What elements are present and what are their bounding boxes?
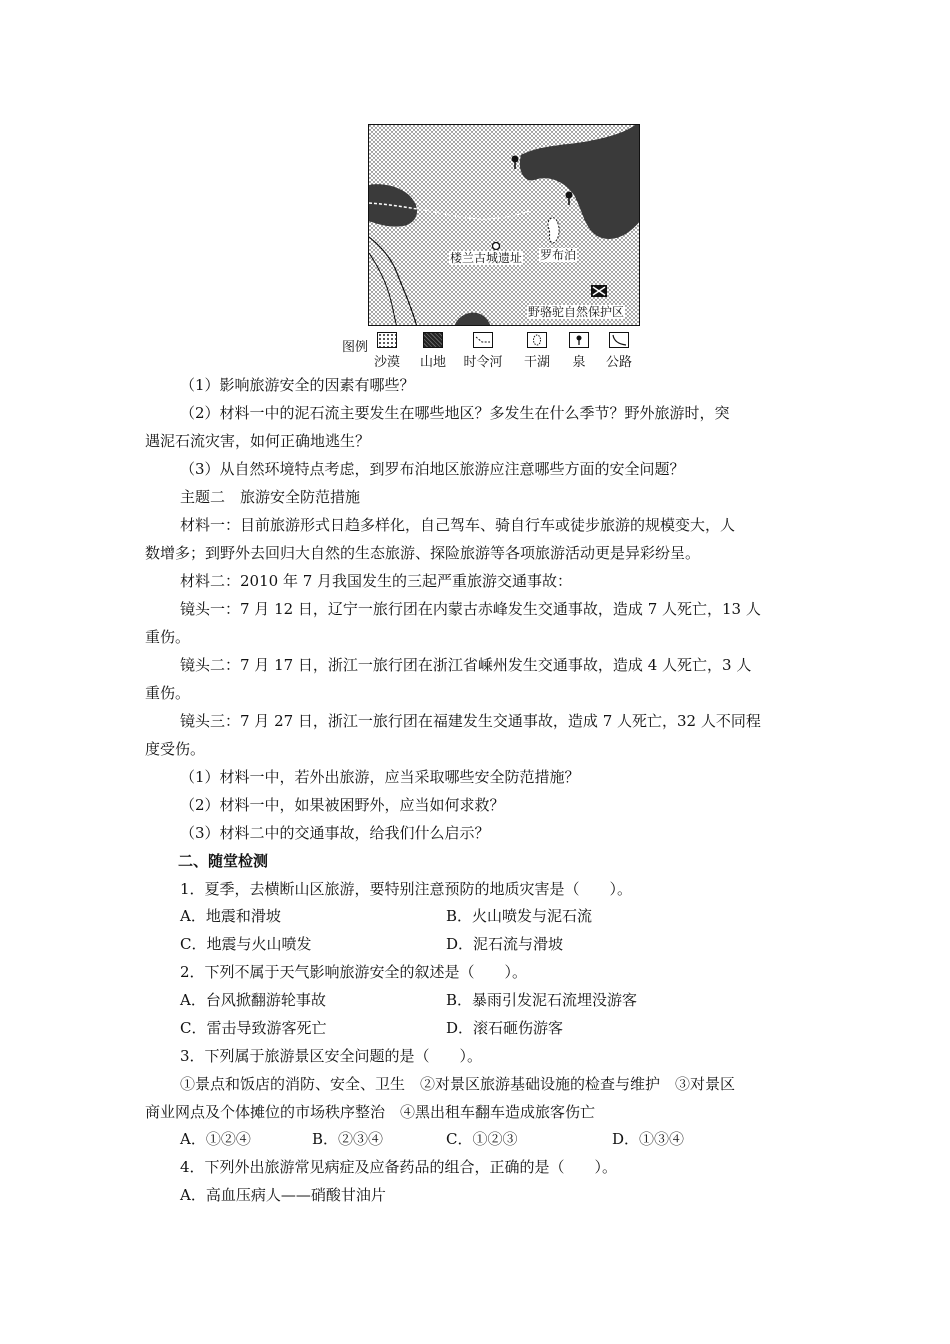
seasonal-river-icon [473, 332, 493, 348]
q3-option-c: C．①②③ [446, 1130, 518, 1148]
shot-2-line-2: 重伤。 [145, 684, 191, 702]
reserve-marker [591, 285, 607, 297]
q3-items-line-1: ①景点和饭店的消防、安全、卫生 ②对景区旅游基础设施的检查与维护 ③对景区 [180, 1075, 736, 1093]
legend-label-desert: 沙漠 [373, 355, 400, 370]
map-legend [340, 332, 640, 372]
legend-item-desert [364, 332, 410, 370]
legend-item-drylake [514, 332, 560, 370]
material-1-line-1: 材料一：目前旅游形式日趋多样化，自己驾车、骑自行车或徒步旅游的规模变大，人 [180, 516, 736, 534]
dry-lake-icon [527, 332, 547, 348]
question-1-2-cont: 遇泥石流灾害，如何正确地逃生？ [145, 432, 371, 450]
legend-label-mountain: 山地 [419, 355, 446, 370]
reserve-label: 野骆驼自然保护区 [528, 305, 625, 319]
q1-option-d: D．泥石流与滑坡 [446, 935, 564, 953]
theme-2-question-1: （1）材料一中，若外出旅游，应当采取哪些安全防范措施？ [180, 768, 580, 786]
q1-option-a: A．地震和滑坡 [180, 907, 281, 925]
legend-item-road [596, 332, 642, 370]
shot-3-line-2: 度受伤。 [145, 740, 206, 758]
lopnur-label: 罗布泊 [540, 248, 577, 262]
legend-item-mountain [410, 332, 456, 370]
lopnur-map [368, 124, 640, 326]
loulan-ruin-marker [493, 243, 500, 250]
theme-2-question-3: （3）材料二中的交通事故，给我们什么启示？ [180, 824, 490, 842]
legend-label-spring: 泉 [572, 355, 586, 370]
legend-label-road: 公路 [605, 355, 632, 370]
q3-stem: 3．下列属于旅游景区安全问题的是（ ）。 [180, 1047, 483, 1065]
dotted-desert-icon [377, 332, 397, 348]
material-1-line-2: 数增多；到野外去回归大自然的生态旅游、探险旅游等各项旅游活动更是异彩纷呈。 [145, 544, 701, 562]
q2-option-a: A．台风掀翻游轮事故 [180, 991, 326, 1009]
road-icon [609, 332, 629, 348]
question-1-2: （2）材料一中的泥石流主要发生在哪些地区？多发生在什么季节？野外旅游时，突 [180, 404, 730, 422]
shot-3-line-1: 镜头三：7 月 27 日，浙江一旅行团在福建发生交通事故，造成 7 人死亡，32 人不同程 [180, 712, 761, 730]
q2-option-c: C．雷击导致游客死亡 [180, 1019, 327, 1037]
q2-option-b: B．暴雨引发泥石流埋没游客 [446, 991, 638, 1009]
q1-option-c: C．地震与火山喷发 [180, 935, 312, 953]
loulan-label: 楼兰古城遗址 [450, 251, 523, 265]
material-2-title: 材料二：2010 年 7 月我国发生的三起严重旅游交通事故： [180, 572, 573, 590]
spring-icon [569, 332, 589, 348]
section-2-title: 二、随堂检测 [178, 852, 269, 870]
q2-option-d: D．滚石砸伤游客 [446, 1019, 564, 1037]
q1-option-b: B．火山喷发与泥石流 [446, 907, 593, 925]
legend-label-drylake: 干湖 [523, 355, 550, 370]
legend-title: 图例 [342, 340, 369, 355]
question-1-3: （3）从自然环境特点考虑，到罗布泊地区旅游应注意哪些方面的安全问题？ [180, 460, 685, 478]
hatched-mountain-icon [423, 332, 443, 348]
shot-1-line-2: 重伤。 [145, 628, 191, 646]
q3-option-b: B．②③④ [312, 1130, 384, 1148]
q2-stem: 2．下列不属于天气影响旅游安全的叙述是（ ）。 [180, 963, 528, 981]
q4-option-a: A．高血压病人——硝酸甘油片 [180, 1186, 386, 1204]
shot-2-line-1: 镜头二：7 月 17 日，浙江一旅行团在浙江省嵊州发生交通事故，造成 4 人死亡，3 人 [180, 656, 752, 674]
shot-1-line-1: 镜头一：7 月 12 日，辽宁一旅行团在内蒙古赤峰发生交通事故，造成 7 人死亡，13 人 [180, 600, 761, 618]
legend-item-river [460, 332, 506, 370]
q3-option-a: A．①②④ [180, 1130, 251, 1148]
q3-items-line-2: 商业网点及个体摊位的市场秩序整治 ④黑出租车翻车造成旅客伤亡 [145, 1103, 596, 1121]
question-1-1: （1）影响旅游安全的因素有哪些？ [180, 376, 415, 394]
theme-2-title: 主题二 旅游安全防范措施 [180, 488, 361, 506]
q4-stem: 4．下列外出旅游常见病症及应备药品的组合，正确的是（ ）。 [180, 1158, 618, 1176]
map-drawing [369, 125, 640, 326]
q3-option-d: D．①③④ [612, 1130, 685, 1148]
theme-2-question-2: （2）材料一中，如果被困野外，应当如何求救？ [180, 796, 505, 814]
q1-stem: 1．夏季，去横断山区旅游，要特别注意预防的地质灾害是（ ）。 [180, 880, 633, 898]
legend-label-river: 时令河 [463, 355, 503, 370]
